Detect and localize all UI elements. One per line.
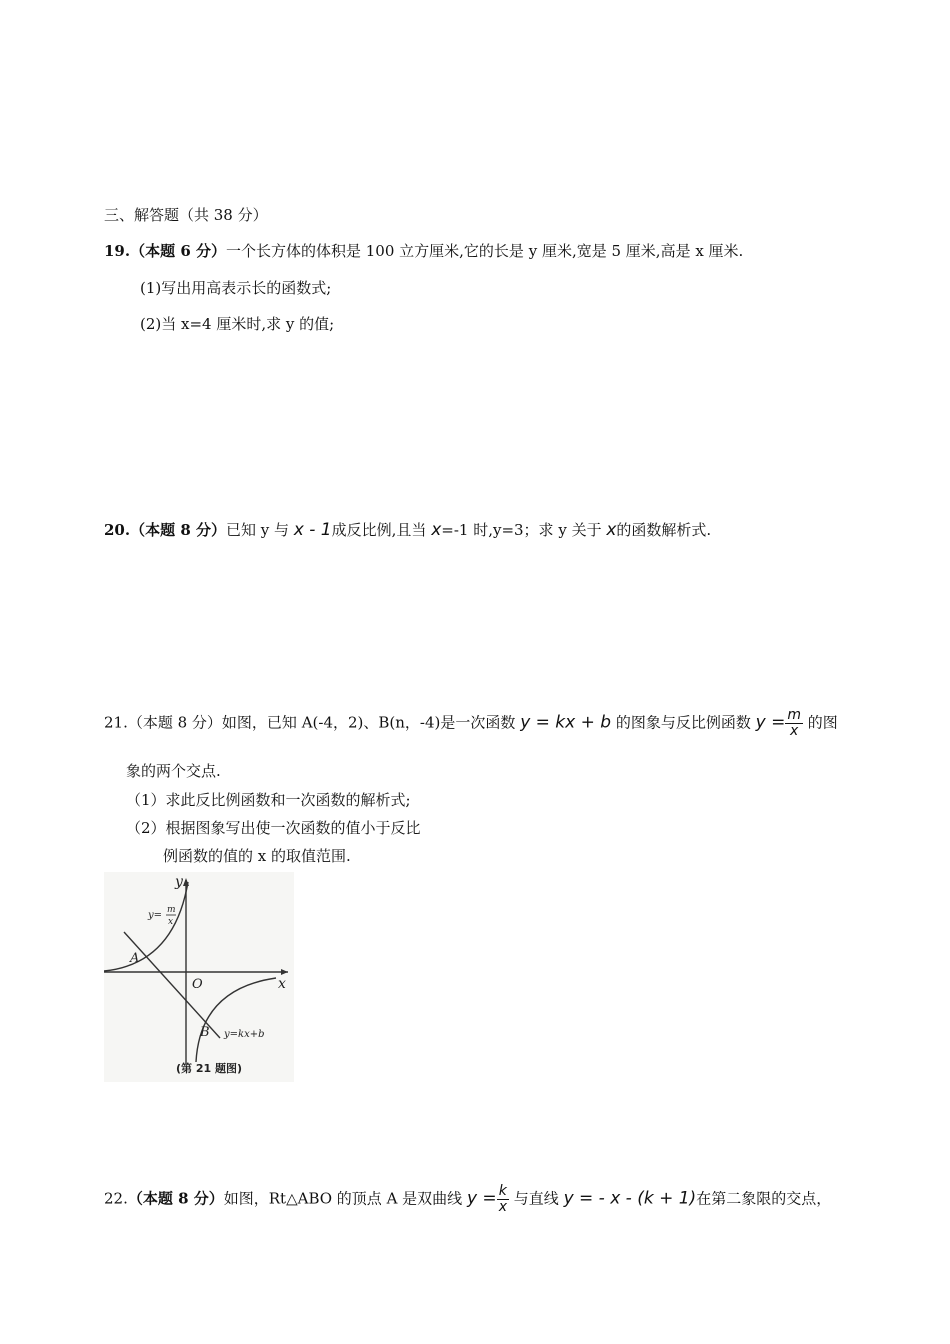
q20-text-b: 成反比例,且当 [331,521,427,539]
q21-sub2b: 例函数的值的 x 的取值范围. [163,847,351,865]
q22-frac-den: x [498,1199,507,1215]
q20-var-x: x [431,520,442,540]
curve-label-den: x [168,917,174,927]
q22-number: 22. [104,1189,128,1208]
q21-line1-b: 的图象与反比例函数 [615,713,751,732]
q21-frac-den: x [790,723,799,739]
point-b-label: B [200,1025,210,1040]
question-21 [104,708,838,739]
q19-sub2: (2)当 x=4 厘米时,求 y 的值; [140,315,335,333]
q22-text-c: 在第二象限的交点， [696,1189,832,1208]
curve-label-num: m [167,905,176,915]
q20-expression: x - 1 [293,520,332,540]
q19-points: （本题 6 分） [130,242,226,260]
line-label: y=kx+b [224,1029,265,1040]
q21-frac-num: m [787,707,801,723]
question-22 [104,1184,831,1215]
q21-linear-function: y = kx + b [520,712,612,733]
q19-text: 一个长方体的体积是 100 立方厘米,它的长是 y 厘米,宽是 5 厘米,高是 x 厘米. [226,242,744,260]
q22-text-a: 如图，Rt△ABO 的顶点 A 是双曲线 [223,1189,463,1208]
q22-frac-num: k [497,1184,509,1200]
question-20 [104,519,711,540]
q20-points: （本题 8 分） [130,521,226,539]
q22-fraction [497,1184,509,1215]
q21-frac-lhs: y = [755,712,786,733]
q21-sub1: （1）求此反比例函数和一次函数的解析式; [126,791,411,809]
q20-text-c: =-1 时,y=3；求 y 关于 [441,521,602,539]
q20-text-d: 的函数解析式. [616,521,712,539]
q22-text-b: 与直线 [513,1189,559,1208]
y-axis-label: y [175,874,183,890]
q19-sub1: (1)写出用高表示长的函数式; [140,279,332,297]
q21-figure [104,872,294,1082]
q22-points: （本题 8 分） [127,1189,224,1208]
point-a-label: A [130,951,140,966]
section-title: 三、解答题（共 38 分） [104,206,268,224]
q22-frac-lhs: y = [466,1188,497,1209]
q20-text-a: 已知 y 与 [226,521,290,539]
q21-line1-c: 的图 [807,713,838,732]
q21-line2: 象的两个交点. [126,762,221,780]
q20-number: 20. [104,521,131,539]
q21-fraction [785,708,803,739]
question-19 [104,240,743,261]
q21-sub2a: （2）根据图象写出使一次函数的值小于反比 [126,819,421,837]
q19-number: 19. [104,242,131,260]
q22-line-expression: y = - x - (k + 1) [563,1188,697,1209]
curve-label-lhs: y= [148,910,163,921]
q21-line1-a: 21.（本题 8 分）如图，已知 A(-4，2)、B(n，-4)是一次函数 [104,713,516,732]
figure-caption: (第 21 题图) [176,1062,243,1075]
x-axis-label: x [278,976,286,992]
q20-var-x2: x [606,520,617,540]
origin-label: O [192,977,203,992]
